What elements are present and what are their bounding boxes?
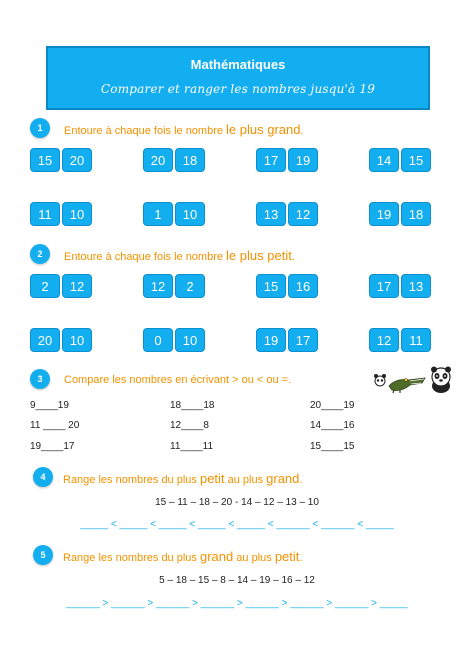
number-pair <box>256 328 318 352</box>
number-box[interactable]: 14 <box>369 148 399 172</box>
comparison-item[interactable]: 11 ____ 20 <box>30 420 80 431</box>
number-pair <box>369 202 431 226</box>
number-box[interactable]: 10 <box>175 202 205 226</box>
number-box[interactable]: 17 <box>288 328 318 352</box>
comparison-item[interactable]: 12____8 <box>170 420 209 431</box>
number-box[interactable]: 17 <box>256 148 286 172</box>
crocodile-icon <box>388 372 426 394</box>
exercise-3-number: 3 <box>30 369 50 389</box>
instruction-highlight: le plus petit <box>226 248 292 263</box>
instruction-highlight: grand <box>199 549 234 564</box>
panda-icon <box>426 366 456 394</box>
instruction-highlight: petit <box>274 549 300 564</box>
exercise-2-number: 2 <box>30 244 50 264</box>
exercise-1-instruction <box>64 122 304 137</box>
number-box[interactable]: 13 <box>401 274 431 298</box>
number-box[interactable]: 12 <box>369 328 399 352</box>
number-pair <box>30 274 92 298</box>
number-box[interactable]: 12 <box>143 274 173 298</box>
instruction-text: au plus <box>224 474 267 486</box>
number-pair <box>143 328 205 352</box>
comparison-item[interactable]: 9____19 <box>30 400 69 411</box>
number-pair <box>143 274 205 298</box>
number-sequence: 5 – 18 – 15 – 8 – 14 – 19 – 16 – 12 <box>159 575 315 586</box>
number-box[interactable]: 12 <box>62 274 92 298</box>
number-box[interactable]: 10 <box>62 328 92 352</box>
number-box[interactable]: 10 <box>175 328 205 352</box>
number-pair <box>143 148 205 172</box>
instruction-end: . <box>299 552 303 564</box>
instruction-text: Range les nombres du plus <box>63 474 200 486</box>
number-pair <box>30 148 92 172</box>
number-box[interactable]: 10 <box>62 202 92 226</box>
exercise-4-instruction <box>63 471 302 486</box>
number-box[interactable]: 20 <box>30 328 60 352</box>
number-pair <box>143 202 205 226</box>
comparison-item[interactable]: 19____17 <box>30 441 75 452</box>
title-banner <box>46 46 430 110</box>
comparison-item[interactable]: 14____16 <box>310 420 355 431</box>
number-box[interactable]: 16 <box>288 274 318 298</box>
number-box[interactable]: 20 <box>62 148 92 172</box>
exercise-5-number: 5 <box>33 545 53 565</box>
number-box[interactable]: 20 <box>143 148 173 172</box>
instruction-text: Entoure à chaque fois le nombre <box>64 251 227 263</box>
number-pair <box>369 148 431 172</box>
number-box[interactable]: 11 <box>401 328 431 352</box>
number-box[interactable]: 18 <box>175 148 205 172</box>
page-title: Mathématiques <box>190 57 286 72</box>
page-subtitle: Comparer et ranger les nombres jusqu'à 19 <box>100 82 376 96</box>
number-box[interactable]: 13 <box>256 202 286 226</box>
answer-blanks[interactable]: ______ > ______ > ______ > ______ > ______ > ______ > ______ > _____ <box>66 598 408 609</box>
comparison-item[interactable]: 11____11 <box>170 441 214 452</box>
number-pair <box>256 274 318 298</box>
number-pair <box>256 148 318 172</box>
instruction-highlight: grand <box>266 471 300 486</box>
number-pair <box>369 328 431 352</box>
instruction-end: . <box>300 125 304 137</box>
instruction-end: . <box>291 251 295 263</box>
number-box[interactable]: 11 <box>30 202 60 226</box>
instruction-end: . <box>299 474 303 486</box>
instruction-text: Range les nombres du plus <box>63 552 200 564</box>
instruction-highlight: petit <box>199 471 225 486</box>
exercise-2-instruction <box>64 248 295 263</box>
number-box[interactable]: 19 <box>288 148 318 172</box>
exercise-4-number: 4 <box>33 467 53 487</box>
number-pair <box>30 328 92 352</box>
instruction-highlight: le plus grand <box>226 122 301 137</box>
number-box[interactable]: 17 <box>369 274 399 298</box>
number-box[interactable]: 15 <box>256 274 286 298</box>
instruction-text: au plus <box>233 552 275 564</box>
number-box[interactable]: 19 <box>369 202 399 226</box>
comparison-item[interactable]: 15____15 <box>310 441 355 452</box>
answer-blanks[interactable]: _____ < _____ < _____ < _____ < _____ < ______ < ______ < _____ <box>80 519 394 530</box>
number-pair <box>256 202 318 226</box>
exercise-3-instruction: Compare les nombres en écrivant > ou < ou =. <box>64 374 292 386</box>
comparison-item[interactable]: 20____19 <box>310 400 355 411</box>
number-sequence: 15 – 11 – 18 – 20 - 14 – 12 – 13 – 10 <box>155 497 319 508</box>
number-pair <box>30 202 92 226</box>
exercise-5-instruction <box>63 549 302 564</box>
small-panda-icon <box>372 373 388 387</box>
number-box[interactable]: 18 <box>401 202 431 226</box>
comparison-item[interactable]: 18____18 <box>170 400 215 411</box>
number-box[interactable]: 1 <box>143 202 173 226</box>
number-box[interactable]: 12 <box>288 202 318 226</box>
number-box[interactable]: 2 <box>30 274 60 298</box>
number-pair <box>369 274 431 298</box>
number-box[interactable]: 15 <box>401 148 431 172</box>
number-box[interactable]: 2 <box>175 274 205 298</box>
instruction-text: Entoure à chaque fois le nombre <box>64 125 227 137</box>
exercise-1-number: 1 <box>30 118 50 138</box>
number-box[interactable]: 0 <box>143 328 173 352</box>
number-box[interactable]: 15 <box>30 148 60 172</box>
number-box[interactable]: 19 <box>256 328 286 352</box>
